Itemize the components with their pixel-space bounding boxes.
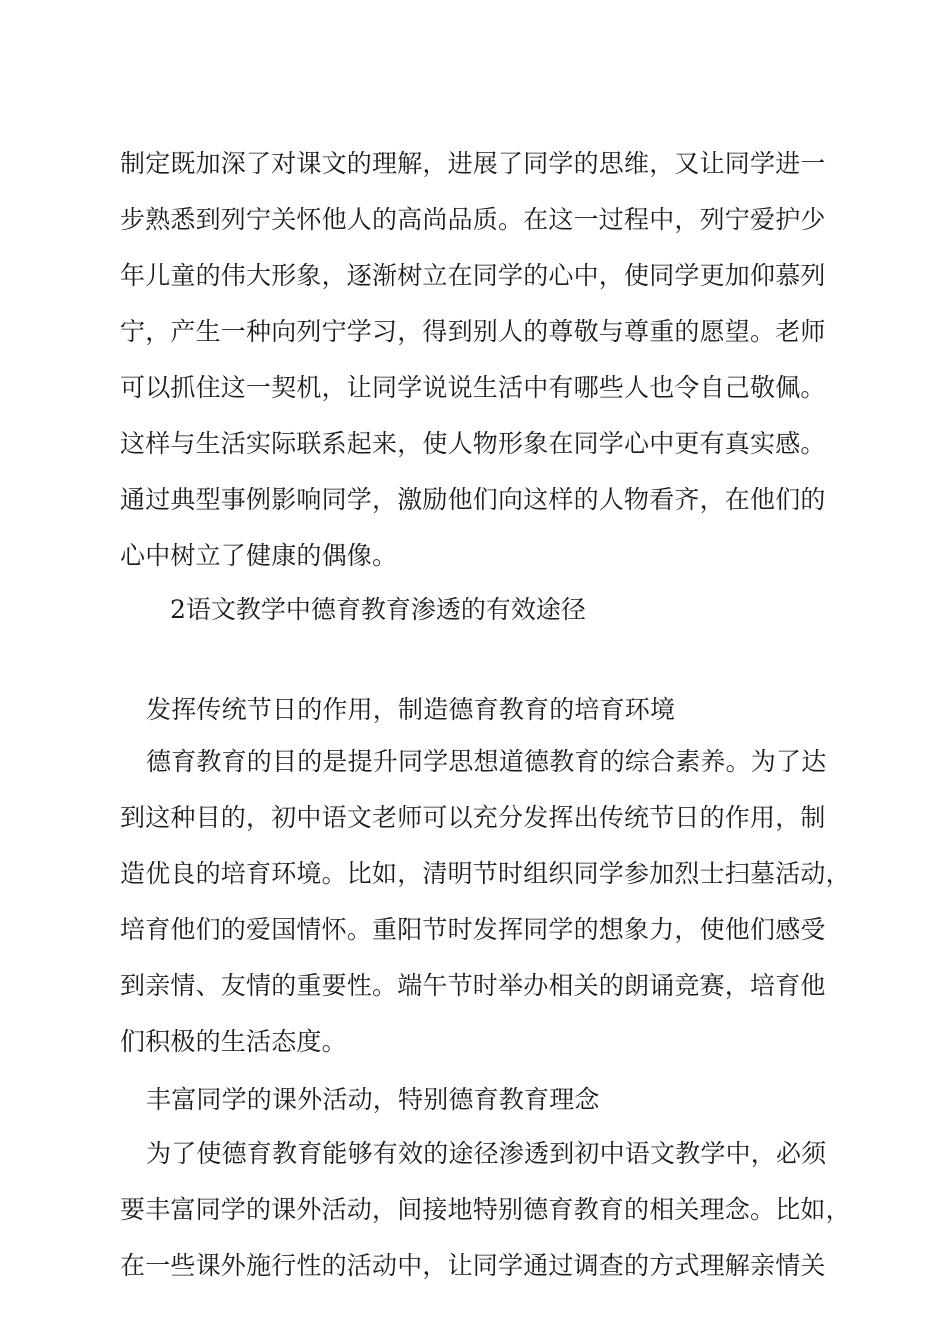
paragraph-line: 可以抓住这一契机，让同学说说生活中有哪些人也令自己敬佩。	[120, 373, 826, 402]
paragraph-line: 年儿童的伟大形象，逐渐树立在同学的心中，使同学更加仰慕列	[120, 261, 826, 290]
paragraph-line: 到这种目的，初中语文老师可以充分发挥出传统节日的作用，制	[120, 803, 826, 832]
paragraph-line: 们积极的生活态度。	[120, 1027, 347, 1056]
paragraph-line: 通过典型事例影响同学，激励他们向这样的人物看齐，在他们的	[120, 485, 826, 514]
subsection-title: 发挥传统节日的作用，制造德育教育的培育环境	[146, 695, 676, 724]
subsection-title: 丰富同学的课外活动，特别德育教育理念	[146, 1085, 600, 1114]
paragraph-line: 培育他们的爱国情怀。重阳节时发挥同学的想象力，使他们感受	[120, 915, 826, 944]
paragraph-line: 德育教育的目的是提升同学思想道德教育的综合素养。为了达	[146, 747, 827, 776]
paragraph-line: 这样与生活实际联系起来，使人物形象在同学心中更有真实感。	[120, 429, 826, 458]
paragraph-line: 为了使德育教育能够有效的途径渗透到初中语文教学中，必须	[146, 1139, 827, 1168]
paragraph-line: 心中树立了健康的偶像。	[120, 541, 398, 570]
paragraph-line: 宁，产生一种向列宁学习，得到别人的尊敬与尊重的愿望。老师	[120, 317, 826, 346]
paragraph-line: 要丰富同学的课外活动，间接地特别德育教育的相关理念。比如，	[120, 1195, 851, 1224]
paragraph-line: 制定既加深了对课文的理解，进展了同学的思维，又让同学进一	[120, 149, 826, 178]
paragraph-line: 造优良的培育环境。比如，清明节时组织同学参加烈士扫墓活动，	[120, 859, 851, 888]
paragraph-line: 到亲情、友情的重要性。端午节时举办相关的朗诵竞赛，培育他	[120, 971, 826, 1000]
section-heading: 2语文教学中德育教育渗透的有效途径	[170, 595, 586, 624]
paragraph-line: 步熟悉到列宁关怀他人的高尚品质。在这一过程中，列宁爱护少	[120, 205, 826, 234]
paragraph-line: 在一些课外施行性的活动中，让同学通过调查的方式理解亲情关	[120, 1251, 826, 1280]
